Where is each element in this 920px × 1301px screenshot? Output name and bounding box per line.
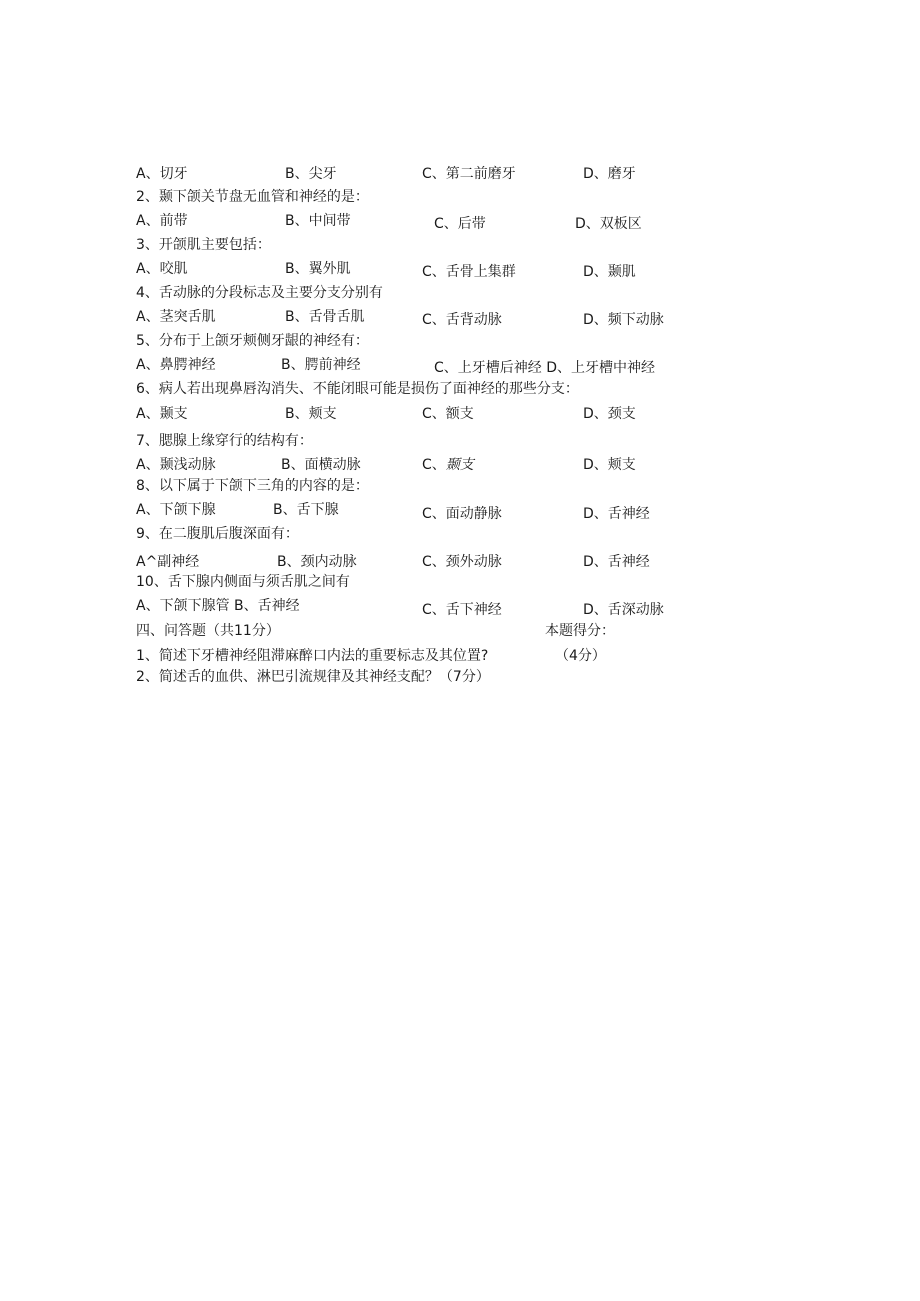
q7-option-b: B、面横动脉 (281, 457, 361, 473)
q10-option-d: D、舌深动脉 (583, 602, 664, 618)
q8-stem: 8、以下属于下颌下三角的内容的是： (136, 478, 369, 494)
q1-option-d: D、磨牙 (583, 166, 636, 182)
q1-option-c: C、第二前磨牙 (422, 166, 516, 182)
q3-option-c: C、舌骨上集群 (422, 264, 516, 280)
q9-option-b: B、颈内动脉 (277, 554, 357, 570)
q4-option-a: A、茎突舌肌 (136, 309, 216, 325)
q7-stem: 7、腮腺上缘穿行的结构有： (136, 433, 313, 449)
q4-option-c: C、舌背动脉 (422, 312, 502, 328)
q2-option-d: D、双板区 (575, 216, 642, 232)
q6-option-b: B、颊支 (285, 406, 337, 422)
q4-stem: 4、舌动脉的分段标志及主要分支分别有 (136, 285, 383, 301)
q7-option-d: D、颊支 (583, 457, 636, 473)
q8-option-a: A、下颌下腺 (136, 502, 216, 518)
q10-stem: 10、舌下腺内侧面与须舌肌之间有 (136, 574, 350, 590)
q2-option-a: A、前带 (136, 213, 188, 229)
q6-stem: 6、病人若出现鼻唇沟消失、不能闭眼可能是损伤了面神经的那些分支： (136, 381, 579, 397)
q4-option-d: D、频下动脉 (583, 312, 664, 328)
q5-option-b: B、腭前神经 (281, 357, 361, 373)
q9-option-d: D、舌神经 (583, 554, 650, 570)
q3-option-d: D、颞肌 (583, 264, 636, 280)
essay-q1-points: （4分） (555, 648, 606, 664)
q9-option-c: C、颈外动脉 (422, 554, 502, 570)
q9-option-a: A^副神经 (136, 554, 200, 570)
q8-option-d: D、舌神经 (583, 506, 650, 522)
q7-option-c-prefix: C、 (422, 457, 446, 473)
q9-stem: 9、在二腹肌后腹深面有： (136, 526, 299, 542)
q2-stem: 2、颞下颌关节盘无血管和神经的是： (136, 189, 369, 205)
q3-stem: 3、开颌肌主要包括： (136, 237, 271, 253)
q5-option-a: A、鼻腭神经 (136, 357, 216, 373)
section4-score-label: 本题得分： (545, 623, 615, 639)
q8-option-b: B、舌下腺 (273, 502, 339, 518)
q5-option-cd: C、上牙槽后神经 D、上牙槽中神经 (434, 360, 656, 376)
q6-option-a: A、颞支 (136, 406, 188, 422)
q6-option-d: D、颈支 (583, 406, 636, 422)
q3-option-a: A、咬肌 (136, 261, 188, 277)
q5-stem: 5、分布于上颌牙颊侧牙龈的神经有： (136, 333, 369, 349)
q1-option-b: B、尖牙 (285, 166, 337, 182)
q1-option-a: A、切牙 (136, 166, 188, 182)
essay-q2: 2、简述舌的血供、淋巴引流规律及其神经支配？（7分） (136, 669, 490, 685)
q7-option-a: A、颞浅动脉 (136, 457, 216, 473)
q2-option-c: C、后带 (434, 216, 486, 232)
q2-option-b: B、中间带 (285, 213, 351, 229)
q3-option-b: B、翼外肌 (285, 261, 351, 277)
q10-option-ab: A、下颌下腺管 B、舌神经 (136, 598, 300, 614)
section4-title: 四、问答题（共11分） (136, 623, 280, 639)
q8-option-c: C、面动静脉 (422, 506, 502, 522)
q10-option-c: C、舌下神经 (422, 602, 502, 618)
q6-option-c: C、额支 (422, 406, 474, 422)
q7-option-c-text: 颞支 (445, 457, 474, 473)
essay-q1: 1、简述下牙槽神经阻滞麻醉口内法的重要标志及其位置? (136, 648, 489, 664)
q7-option-c (422, 456, 474, 474)
q4-option-b: B、舌骨舌肌 (285, 309, 365, 325)
